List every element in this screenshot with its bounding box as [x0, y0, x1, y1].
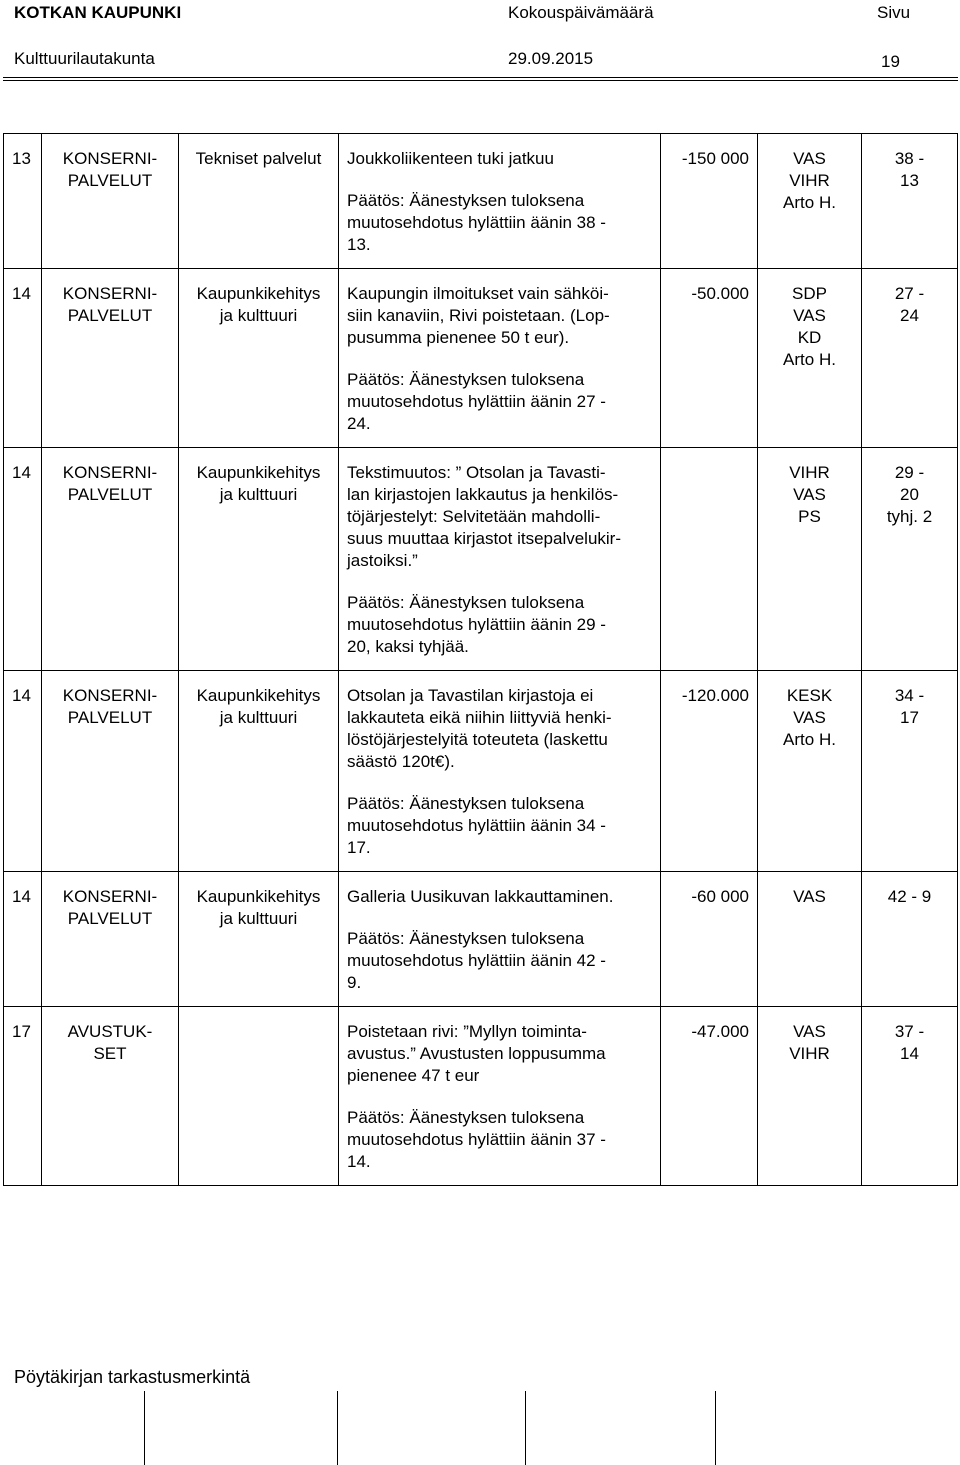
org-name: KOTKAN KAUPUNKI	[14, 3, 182, 22]
amount-cell	[661, 448, 758, 671]
votes-cell	[862, 448, 958, 671]
header-divider	[3, 77, 958, 81]
text-line: säästö 120t€).	[347, 752, 455, 771]
cell-text: -120.000	[681, 686, 749, 705]
text-line: KONSERNI-	[62, 284, 158, 303]
amount-cell	[661, 671, 758, 872]
text-line: Arto H.	[783, 730, 836, 749]
text-line: 29 -	[894, 463, 925, 482]
text-line: ja kulttuuri	[219, 909, 298, 928]
text-line: löstöjärjestelyitä toteuteta (laskettu	[347, 730, 608, 749]
change-proposal	[347, 462, 652, 572]
text-line: 14	[900, 1044, 919, 1063]
amount-cell	[661, 1007, 758, 1186]
text-line: suus muuttaa kirjastot itsepalvelukir-	[347, 529, 622, 548]
text-line: VAS	[793, 887, 826, 906]
description-cell	[339, 671, 661, 872]
decision-text	[347, 793, 652, 859]
row-number-cell	[4, 448, 42, 671]
description-cell	[339, 872, 661, 1007]
text-line: pusumma pienenee 50 t eur).	[347, 328, 570, 347]
unit-cell	[179, 671, 339, 872]
footer-divider	[525, 1391, 526, 1465]
board-name: Kulttuurilautakunta	[14, 49, 155, 68]
description-cell	[339, 269, 661, 448]
text-line: KONSERNI-	[62, 686, 158, 705]
text-line: 24.	[347, 414, 371, 433]
row-number-cell	[4, 671, 42, 872]
row-number-cell	[4, 872, 42, 1007]
text-line: lakkauteta eikä niihin liittyviä henki-	[347, 708, 612, 727]
unit-cell	[179, 1007, 339, 1186]
text-line: VIHR	[789, 1044, 830, 1063]
cell-text: -50.000	[691, 284, 749, 303]
text-line: Kaupunkikehitys	[196, 686, 321, 705]
text-line: 9.	[347, 973, 362, 992]
text-line: PALVELUT	[67, 708, 153, 727]
row-number-cell	[4, 134, 42, 269]
text-line: Kaupunkikehitys	[196, 284, 321, 303]
votes-cell	[862, 134, 958, 269]
footer-label: Pöytäkirjan tarkastusmerkintä	[14, 1367, 251, 1387]
text-line: VAS	[793, 149, 826, 168]
text-line: 17	[900, 708, 919, 727]
footer-divider	[144, 1391, 145, 1465]
change-proposal	[347, 148, 652, 170]
text-line: pienenee 47 t eur	[347, 1066, 480, 1085]
group-cell	[42, 1007, 179, 1186]
text-line: Päätös: Äänestyksen tuloksena	[347, 1108, 585, 1127]
cell-text: 14	[12, 284, 31, 303]
text-line: Päätös: Äänestyksen tuloksena	[347, 593, 585, 612]
text-line: PALVELUT	[67, 171, 153, 190]
text-line: muutosehdotus hylättiin äänin 27 -	[347, 392, 606, 411]
footer-divider	[337, 1391, 338, 1465]
cell-text: -47.000	[691, 1022, 749, 1041]
table-row	[4, 134, 958, 269]
text-line: muutosehdotus hylättiin äänin 34 -	[347, 816, 606, 835]
footer-divider	[715, 1391, 716, 1465]
cell-text: 14	[12, 463, 31, 482]
description-cell	[339, 134, 661, 269]
text-line: VAS	[793, 306, 826, 325]
text-line: 34 -	[894, 686, 925, 705]
decision-text	[347, 369, 652, 435]
change-proposal	[347, 1021, 652, 1087]
text-line: VAS	[793, 1022, 826, 1041]
text-line: VIHR	[789, 463, 830, 482]
unit-cell	[179, 448, 339, 671]
description-cell	[339, 448, 661, 671]
text-line: VIHR	[789, 171, 830, 190]
unit-cell	[179, 269, 339, 448]
text-line: Tekstimuutos: ” Otsolan ja Tavasti-	[347, 463, 606, 482]
group-cell	[42, 671, 179, 872]
table-row	[4, 671, 958, 872]
row-number-cell	[4, 269, 42, 448]
text-line: Päätös: Äänestyksen tuloksena	[347, 370, 585, 389]
text-line: 13.	[347, 235, 371, 254]
text-line: Kaupungin ilmoitukset vain sähköi-	[347, 284, 609, 303]
text-line: jastoiksi.”	[347, 551, 418, 570]
votes-cell	[862, 1007, 958, 1186]
text-line: 24	[900, 306, 919, 325]
cell-text: 17	[12, 1022, 31, 1041]
text-line: töjärjestelyt: Selvitetään mahdolli-	[347, 507, 601, 526]
parties-cell	[758, 269, 862, 448]
decision-text	[347, 592, 652, 658]
group-cell	[42, 134, 179, 269]
text-line: Kaupunkikehitys	[196, 887, 321, 906]
parties-cell	[758, 872, 862, 1007]
text-line: Päätös: Äänestyksen tuloksena	[347, 191, 585, 210]
table-row	[4, 1007, 958, 1186]
row-number-cell	[4, 1007, 42, 1186]
parties-cell	[758, 671, 862, 872]
text-line: Poistetaan rivi: ”Myllyn toiminta-	[347, 1022, 587, 1041]
text-line: Tekniset palvelut	[195, 149, 322, 168]
text-line: Joukkoliikenteen tuki jatkuu	[347, 149, 554, 168]
text-line: Päätös: Äänestyksen tuloksena	[347, 929, 585, 948]
table-row	[4, 448, 958, 671]
votes-cell	[862, 872, 958, 1007]
amount-cell	[661, 134, 758, 269]
group-cell	[42, 269, 179, 448]
text-line: 20, kaksi tyhjää.	[347, 637, 469, 656]
text-line: 37 -	[894, 1022, 925, 1041]
text-line: muutosehdotus hylättiin äänin 29 -	[347, 615, 606, 634]
text-line: muutosehdotus hylättiin äänin 37 -	[347, 1130, 606, 1149]
text-line: ja kulttuuri	[219, 306, 298, 325]
cell-text: -60 000	[691, 887, 749, 906]
unit-cell	[179, 872, 339, 1007]
text-line: 27 -	[894, 284, 925, 303]
text-line: siin kanaviin, Rivi poistetaan. (Lop-	[347, 306, 610, 325]
text-line: tyhj. 2	[886, 507, 933, 526]
text-line: KONSERNI-	[62, 149, 158, 168]
text-line: ja kulttuuri	[219, 708, 298, 727]
parties-cell	[758, 448, 862, 671]
text-line: KESK	[786, 686, 833, 705]
page-number: 19	[881, 52, 900, 71]
text-line: SDP	[792, 284, 827, 303]
text-line: PALVELUT	[67, 306, 153, 325]
table-row	[4, 269, 958, 448]
text-line: 42 - 9	[887, 887, 932, 906]
text-line: Galleria Uusikuvan lakkauttaminen.	[347, 887, 614, 906]
change-proposal	[347, 886, 652, 908]
text-line: Arto H.	[783, 193, 836, 212]
text-line: avustus.” Avustusten loppusumma	[347, 1044, 606, 1063]
cell-text: 14	[12, 887, 31, 906]
amount-cell	[661, 872, 758, 1007]
parties-cell	[758, 1007, 862, 1186]
table-row	[4, 872, 958, 1007]
meeting-date: 29.09.2015	[508, 49, 594, 68]
decisions-table-body	[4, 134, 958, 1186]
text-line: Päätös: Äänestyksen tuloksena	[347, 794, 585, 813]
text-line: KD	[797, 328, 822, 347]
text-line: 13	[900, 171, 919, 190]
decision-text	[347, 190, 652, 256]
text-line: lan kirjastojen lakkautus ja henkilös-	[347, 485, 619, 504]
amount-cell	[661, 269, 758, 448]
text-line: muutosehdotus hylättiin äänin 38 -	[347, 213, 606, 232]
group-cell	[42, 448, 179, 671]
cell-text: 14	[12, 686, 31, 705]
text-line: 14.	[347, 1152, 371, 1171]
group-cell	[42, 872, 179, 1007]
votes-cell	[862, 269, 958, 448]
page-label: Sivu	[877, 3, 911, 22]
decision-text	[347, 928, 652, 994]
change-proposal	[347, 283, 652, 349]
text-line: 38 -	[894, 149, 925, 168]
text-line: PALVELUT	[67, 485, 153, 504]
text-line: Otsolan ja Tavastilan kirjastoja ei	[347, 686, 594, 705]
unit-cell	[179, 134, 339, 269]
text-line: Kaupunkikehitys	[196, 463, 321, 482]
text-line: ja kulttuuri	[219, 485, 298, 504]
description-cell	[339, 1007, 661, 1186]
cell-text: -150 000	[681, 149, 749, 168]
text-line: SET	[93, 1044, 127, 1063]
votes-cell	[862, 671, 958, 872]
text-line: KONSERNI-	[62, 463, 158, 482]
text-line: AVUSTUK-	[67, 1022, 153, 1041]
text-line: PALVELUT	[67, 909, 153, 928]
text-line: Arto H.	[783, 350, 836, 369]
text-line: VAS	[793, 485, 826, 504]
text-line: KONSERNI-	[62, 887, 158, 906]
text-line: muutosehdotus hylättiin äänin 42 -	[347, 951, 606, 970]
meeting-date-label: Kokouspäivämäärä	[508, 3, 654, 22]
text-line: 20	[900, 485, 919, 504]
text-line: VAS	[793, 708, 826, 727]
decision-text	[347, 1107, 652, 1173]
text-line: 17.	[347, 838, 371, 857]
decisions-table	[3, 133, 958, 1186]
change-proposal	[347, 685, 652, 773]
text-line: PS	[798, 507, 821, 526]
parties-cell	[758, 134, 862, 269]
cell-text: 13	[12, 149, 31, 168]
